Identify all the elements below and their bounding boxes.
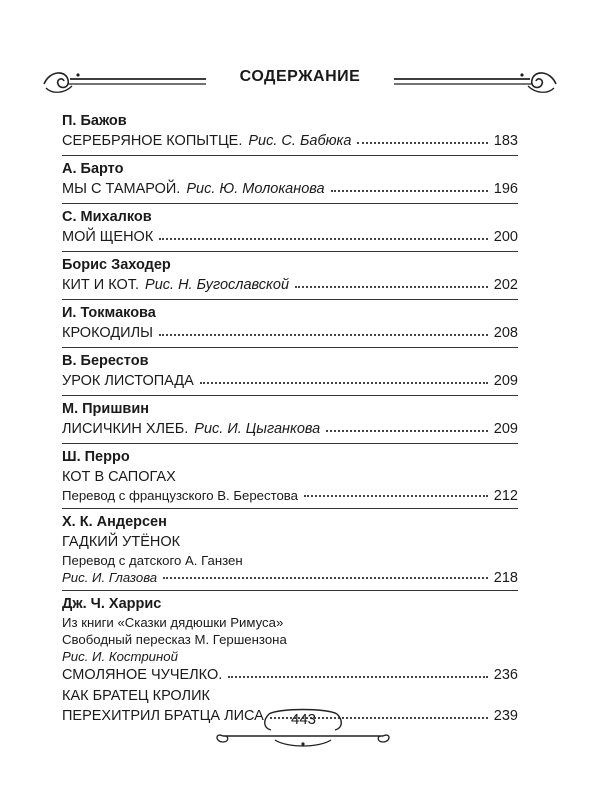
dot-leader (331, 189, 488, 192)
toc-section (62, 400, 518, 444)
page-number: 218 (493, 570, 518, 586)
story-title: КРОКОДИЛЫ (62, 325, 153, 341)
page-number: 236 (493, 667, 518, 683)
story-title: СЕРЕБРЯНОЕ КОПЫТЦЕ. (62, 133, 243, 149)
story-title: ПЕРЕХИТРИЛ БРАТЦА ЛИСА (62, 708, 264, 724)
page-number: 209 (493, 421, 518, 437)
dot-leader (159, 237, 488, 240)
author-name: Х. К. Андерсен (62, 514, 167, 530)
toc-section (62, 112, 518, 156)
story-title: ЛИСИЧКИН ХЛЕБ. (62, 421, 189, 437)
page-footer (0, 706, 607, 756)
toc-entry (62, 179, 518, 200)
page-number: 209 (493, 373, 518, 389)
story-title: СМОЛЯНОЕ ЧУЧЕЛКО. (62, 667, 223, 683)
toc-entry (62, 487, 518, 505)
ornament-right-icon (390, 62, 560, 96)
toc-section (62, 448, 518, 509)
dot-leader (326, 429, 488, 432)
author-name: М. Пришвин (62, 401, 149, 417)
dot-leader (357, 141, 487, 144)
story-title: МОЙ ЩЕНОК (62, 229, 154, 245)
toc-section (62, 256, 518, 300)
toc-section (62, 352, 518, 396)
author-name: И. Токмакова (62, 305, 156, 321)
translation-note: Перевод с датского А. Ганзен (62, 553, 243, 568)
page-title: СОДЕРЖАНИЕ (239, 68, 361, 85)
page-number-footer: 443 (290, 711, 317, 728)
dot-leader (200, 381, 488, 384)
author-name: П. Бажов (62, 113, 127, 129)
story-title: ГАДКИЙ УТЁНОК (62, 534, 181, 550)
story-title: МЫ С ТАМАРОЙ. (62, 181, 181, 197)
toc-entry (62, 275, 518, 296)
page-number: 200 (493, 229, 518, 245)
toc-section (62, 513, 518, 591)
author-name: Борис Заходер (62, 257, 171, 273)
page-number: 212 (493, 488, 518, 504)
toc-section (62, 160, 518, 204)
illustrator: Рис. Ю. Молоканова (186, 181, 325, 197)
illustrator: Рис. И. Глазова (62, 570, 158, 585)
author-name: Ш. Перро (62, 449, 130, 465)
toc-section (62, 304, 518, 348)
story-title: КИТ И КОТ. (62, 277, 140, 293)
illustrator: Рис. Н. Бугославской (145, 277, 290, 293)
author-name: Дж. Ч. Харрис (62, 596, 162, 612)
page-number: 196 (493, 181, 518, 197)
dot-leader (304, 494, 488, 497)
toc-entry (62, 227, 518, 248)
page-number: 183 (493, 133, 518, 149)
toc-entry (62, 131, 518, 152)
toc-entry (62, 665, 518, 686)
illustrator: Рис. И. Костриной (62, 649, 178, 664)
dot-leader (228, 675, 488, 678)
dot-leader (159, 333, 488, 336)
source-note: Из книги «Сказки дядюшки Римуса» (62, 615, 284, 630)
retelling-note: Свободный пересказ М. Гершензона (62, 632, 287, 647)
story-title: КОТ В САПОГАХ (62, 469, 176, 485)
illustrator: Рис. И. Цыганкова (194, 421, 321, 437)
toc-entry (62, 323, 518, 344)
story-title: КАК БРАТЕЦ КРОЛИК (62, 688, 210, 704)
table-of-contents (62, 112, 518, 734)
dot-leader (163, 576, 488, 579)
author-name: В. Берестов (62, 353, 149, 369)
toc-section (62, 208, 518, 252)
toc-entry (62, 569, 518, 587)
page-header (40, 56, 560, 100)
story-title: УРОК ЛИСТОПАДА (62, 373, 194, 389)
dot-leader (295, 285, 488, 288)
illustrator: Рис. С. Бабюка (248, 133, 352, 149)
page-number: 202 (493, 277, 518, 293)
translation-note: Перевод с французского В. Берестова (62, 488, 299, 503)
page-number: 208 (493, 325, 518, 341)
toc-entry (62, 419, 518, 440)
toc-entry (62, 371, 518, 392)
author-name: А. Барто (62, 161, 124, 177)
page-number: 239 (493, 708, 518, 724)
author-name: С. Михалков (62, 209, 152, 225)
